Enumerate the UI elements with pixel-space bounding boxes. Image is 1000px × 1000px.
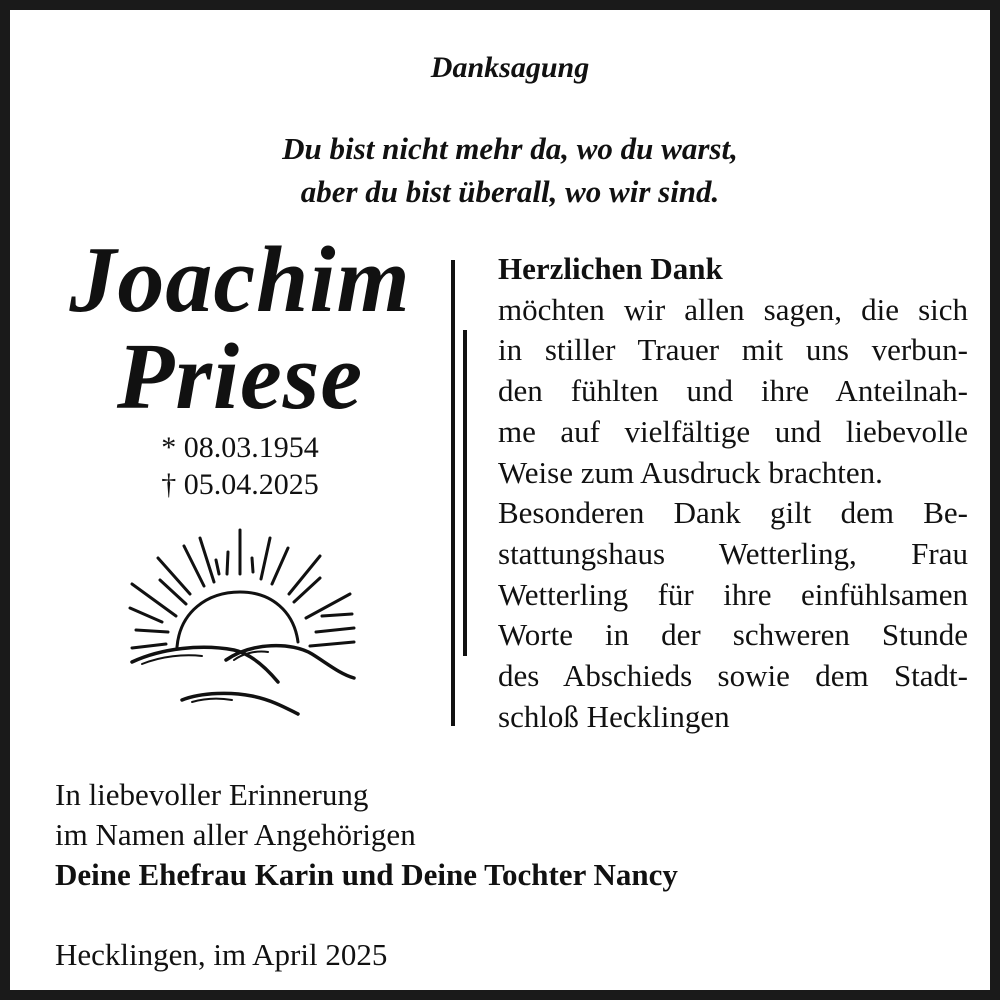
death-date: † 05.04.2025 bbox=[161, 468, 319, 501]
thanks-heading: Herzlichen Dank bbox=[498, 251, 723, 286]
thanks-text bbox=[498, 249, 968, 737]
heading: Danksagung bbox=[430, 51, 590, 84]
thanks-line: den fühlten und ihre Anteilnah- bbox=[498, 373, 968, 409]
thanks-line: schloß Hecklingen bbox=[498, 698, 730, 734]
signers: Deine Ehefrau Karin und Deine Tochter Nancy bbox=[55, 857, 678, 892]
memorial-quote bbox=[10, 127, 1000, 213]
deceased-first-name: Joachim bbox=[69, 228, 411, 332]
thanks-line: in stiller Trauer mit uns verbun- bbox=[498, 332, 968, 368]
place-and-date: Hecklingen, im April 2025 bbox=[55, 937, 388, 972]
thanks-line: Weise zum Ausdruck brachten. bbox=[498, 454, 883, 490]
thanks-line: Worte in der schweren Stunde bbox=[498, 617, 968, 653]
birth-date: * 08.03.1954 bbox=[161, 431, 319, 464]
thanks-line: Besonderen Dank gilt dem Be- bbox=[498, 495, 968, 531]
deceased-last-name: Priese bbox=[116, 325, 364, 429]
closing-block bbox=[55, 775, 955, 895]
thanks-line: stattungshaus Wetterling, Frau bbox=[498, 535, 968, 571]
thanks-line: des Abschieds sowie dem Stadt- bbox=[498, 658, 968, 694]
quote-line-2: aber du bist überall, wo wir sind. bbox=[300, 174, 720, 209]
closing-line-2: im Namen aller Angehörigen bbox=[55, 817, 416, 852]
thanks-line: Wetterling für ihre einfühlsamen bbox=[498, 576, 968, 612]
closing-line-1: In liebevoller Erinnerung bbox=[55, 777, 369, 812]
thanks-line: möchten wir allen sagen, die sich bbox=[498, 291, 968, 327]
sunset-over-hills-icon bbox=[122, 524, 362, 724]
quote-line-1: Du bist nicht mehr da, wo du warst, bbox=[282, 131, 738, 166]
divider-short bbox=[463, 330, 467, 656]
divider-long bbox=[451, 260, 455, 726]
thanks-line: me auf vielfältige und liebevolle bbox=[498, 413, 968, 449]
